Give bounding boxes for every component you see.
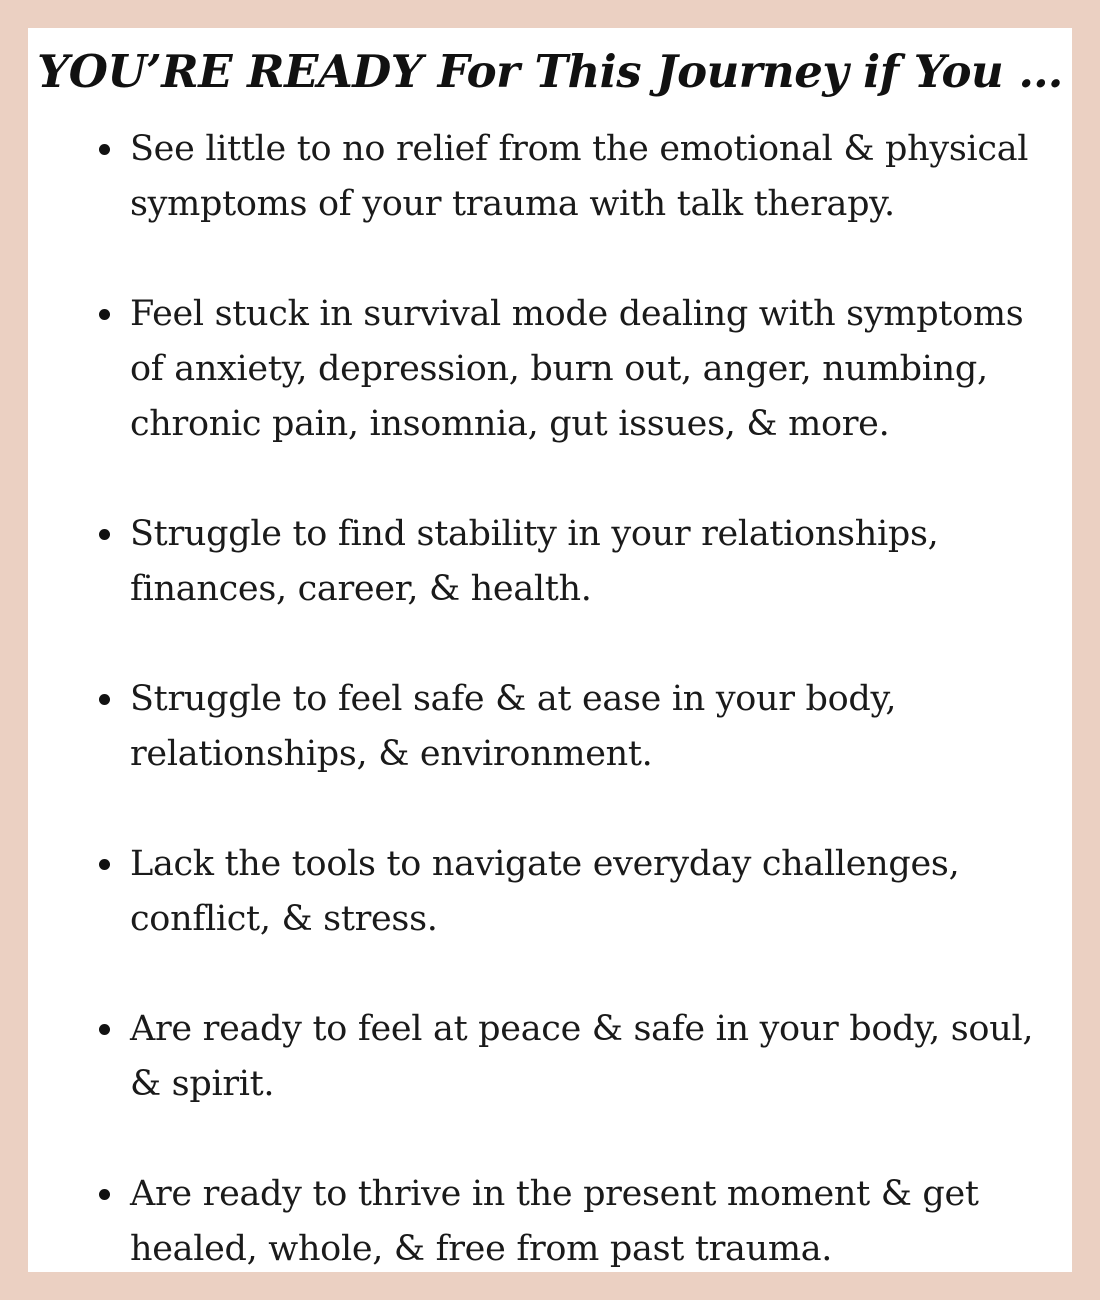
bullet-icon: [99, 859, 110, 870]
bullet-icon: [99, 144, 110, 155]
list-item-text: Struggle to find stability in your relationships, finances, career, & health.: [130, 514, 939, 609]
list-item: [130, 1167, 1060, 1272]
bullet-icon: [99, 529, 110, 540]
content-card: [28, 28, 1072, 1272]
bullet-list: [130, 122, 1060, 1272]
list-item-text: See little to no relief from the emotional & physical symptoms of your trauma with talk therapy.: [130, 129, 1029, 224]
list-item: [130, 122, 1060, 232]
list-item: [130, 672, 1060, 782]
list-item-text: Struggle to feel safe & at ease in your body, relationships, & environment.: [130, 679, 897, 774]
list-item: [130, 1002, 1060, 1112]
bullet-icon: [99, 309, 110, 320]
bullet-icon: [99, 1024, 110, 1035]
bullet-icon: [99, 694, 110, 705]
list-item-text: Are ready to feel at peace & safe in your body, soul, & spirit.: [130, 1009, 1034, 1104]
list-item: [130, 287, 1060, 452]
page-title: YOU’RE READY For This Journey if You …: [37, 45, 1063, 98]
list-item-text: Are ready to thrive in the present moment & get healed, whole, & free from past trauma.: [130, 1174, 979, 1269]
list-item: [130, 837, 1060, 947]
list-item: [130, 507, 1060, 617]
list-item-text: Lack the tools to navigate everyday challenges, conflict, & stress.: [130, 844, 960, 939]
list-item-text: Feel stuck in survival mode dealing with symptoms of anxiety, depression, burn out, anger, numbing, chronic pain, insomnia, gut issues, & more.: [130, 294, 1024, 444]
bullet-icon: [99, 1189, 110, 1200]
